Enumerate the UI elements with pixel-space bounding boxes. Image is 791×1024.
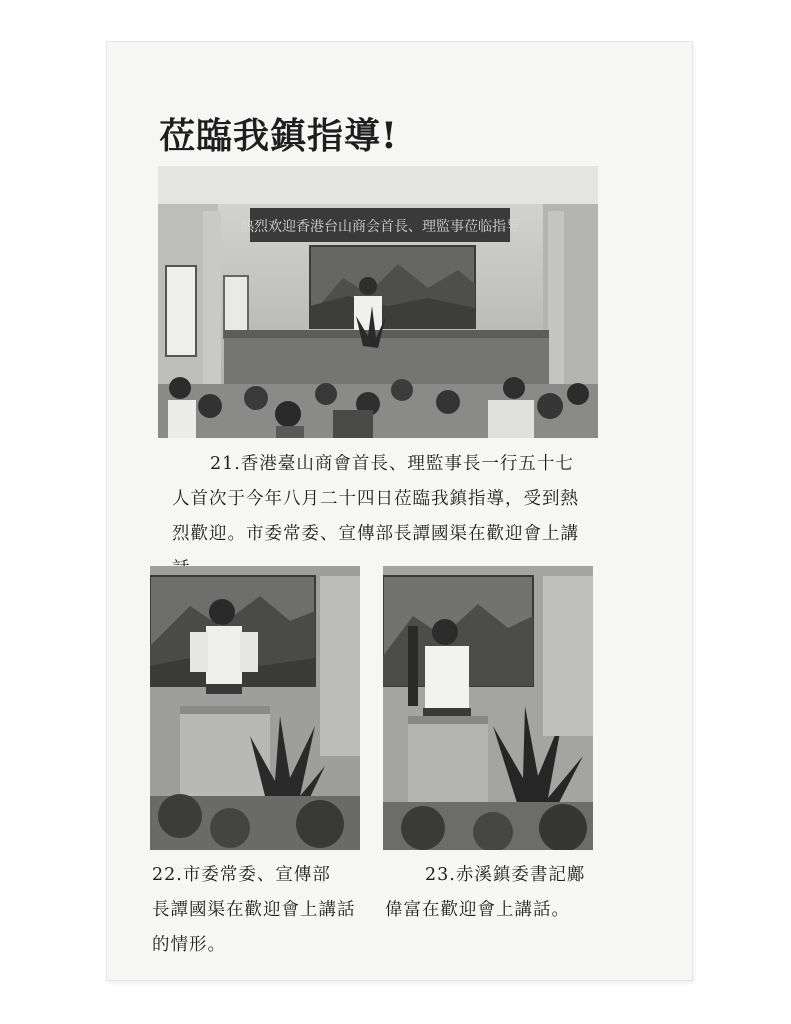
caption-line: 烈歡迎。市委常委、宣傳部長譚國渠在歡迎會上講 xyxy=(172,524,579,544)
photo-speaker-kuang xyxy=(383,566,593,850)
meeting-hall-image xyxy=(158,166,598,438)
photo-speaker-tan xyxy=(150,566,360,850)
caption-photo-23 xyxy=(385,858,600,928)
caption-line: 22.市委常委、宣傳部 xyxy=(152,865,331,885)
caption-line: 長譚國渠在歡迎會上講話 xyxy=(152,900,356,920)
speaker-image xyxy=(383,566,593,850)
caption-line: 21.香港臺山商會首長、理監事長一行五十七 xyxy=(210,454,574,474)
caption-line: 偉富在歡迎會上講話。 xyxy=(385,900,570,920)
banner-text: 熱烈欢迎香港台山商会首長、理監事莅临指导 xyxy=(240,219,520,235)
caption-line: 的情形。 xyxy=(152,935,226,955)
page-title: 莅臨我鎮指導! xyxy=(159,115,398,157)
caption-line: 人首次于今年八月二十四日莅臨我鎮指導，受到熱 xyxy=(172,489,579,509)
speaker-image xyxy=(150,566,360,850)
photo-welcome-meeting xyxy=(158,166,598,438)
caption-line: 23.赤溪鎮委書記鄺 xyxy=(425,865,586,885)
caption-photo-22 xyxy=(152,858,367,963)
